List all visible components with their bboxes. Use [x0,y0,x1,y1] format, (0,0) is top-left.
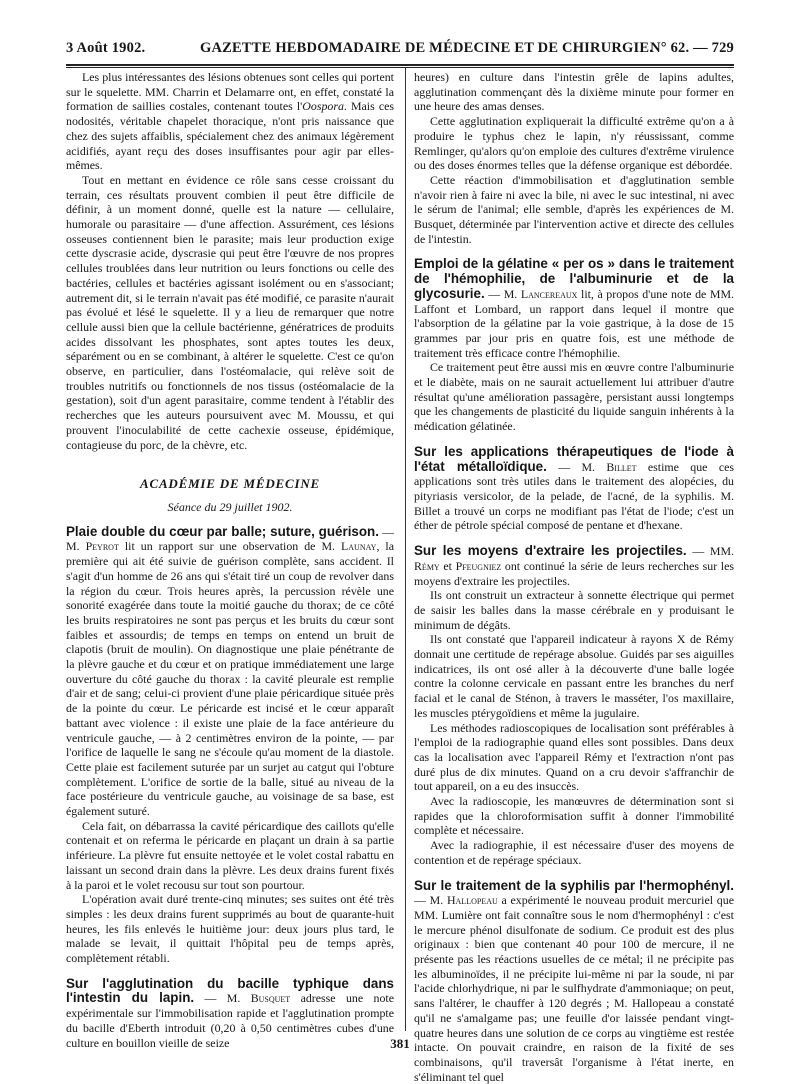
column-divider [405,67,406,1031]
author-name: Billet [606,459,637,474]
article-hermophenyl: Sur le traitement de la syphilis par l'hermophényl. — M. Hallopeau a expérimenté le nouveau produit mercuriel que MM. Lumière ont fait connaître sous le nom d'hermophényl : c'est le mercure phénol disulfonate de sodium. Ce produit est des plus originaux : bien que contenant 40 pour 100 de mercure, il ne présente pas les réactions usuelles de ce métal; il ne précipite pas les albuminoïdes, il ne précipite lui-même ni par la soude, ni par l'acide chlorhydrique, ni par le sulfhydrate d'ammoniaque; on peut, sans l'altérer, le chauffer à 120 degrés ; M. Hallopeau a constaté qu'il ne s'amalgame pas; une feuille d'or laissée pendant vingt-quatre heures dans une solution de ce corps au vingtième est restée intacte. On pouvait craindre, en raison de la fixité de ses combinaisons, qu'il traversât l'organisme à l'état inerte, en s'éliminant tel quel [414,877,734,1084]
paragraph: heures) en culture dans l'intestin grêle de lapins adultes, agglutination commençant dès la dixième minute pour former en une heure des amas denses. [414,70,734,114]
author-name: Lancereaux [520,286,578,301]
paragraph: Cette réaction d'immobilisation et d'agglutination semble n'avoir rien à faire ni avec la bile, ni avec le suc intestinal, ni avec le sérum de l'animal; elle semble, d'après les expériences de M. Busquet, déterminée par l'intervention active et directe des cellules de l'intestin. [414,172,734,246]
article-agglutination: Sur l'agglutination du bacille typhique dans l'intestin du lapin. — M. Busquet adresse une note expérimentale sur l'immobilisation rapide et l'agglutination prompte du bacille d'Eberth introduit (0,20 à 0,50 centimètres cubes d'une culture en bouillon vieille de seize [66,975,394,1050]
left-column [66,70,394,1050]
paragraph: Ce traitement peut être aussi mis en œuvre contre l'albuminurie et le diabète, mais on ne saurait actuellement lui attribuer d'autre résultat qu'une amélioration passagère, persistant aussi longtemps que les changements de plasticité du liquide sanguin inhérents à la médication gélatinée. [414,360,734,434]
article-iode: Sur les applications thérapeutiques de l'iode à l'état métalloïdique. — M. Billet estime que ces applications sont très utiles dans le traitement des alopécies, du pityriasis versicolor, de la pelade, de l'acné, de la syphilis. M. Billet a trouvé un corps ne modifiant pas l'état de l'iode; c'est un éther de pétrole spécial composé de pentane et d'hexane. [414,443,734,533]
paragraph: Les méthodes radioscopiques de localisation sont préférables à l'emploi de la radiographie quand elles sont possibles. Dans deux cas la localisation avec l'appareil Rémy et l'extraction n'ont pas duré plus de dix minutes. Quand on a cru devoir s'affranchir de tout appareil, on a eu des insuccès. [414,720,734,794]
article-gelatine: Emploi de la gélatine « per os » dans le traitement de l'hémophilie, de l'albuminurie et de la glycosurie. — M. Lancereaux lit, à propos d'une note de MM. Laffont et Lombard, un rapport dans lequel il montre que l'absorption de la gélatine par la voie gastrique, à la dose de 15 grammes par jour pris en quatre fois, est une méthode de traitement très efficace contre l'hémophilie. [414,256,734,360]
author-name: Pfeugniez [455,558,502,573]
article-projectiles: Sur les moyens d'extraire les projectiles. — MM. Rémy et Pfeugniez ont continué la série de leurs recherches sur les moyens d'extraire les projectiles. [414,543,734,588]
paragraph: Ils ont construit un extracteur à sonnette électrique qui permet de saisir les balles dans la masse cérébrale en y produisant le minimum de dégâts. [414,588,734,632]
header-date: 3 Août 1902. [66,40,146,56]
paragraph: Cette agglutination expliquerait la difficulté extrême qu'on a à produire le typhus chez le lapin, n'y réussissant, comme Remlinger, qu'alors qu'on emploie des cultures d'extrême virulence ou des doses énormes telles que la défense organique est débordée. [414,114,734,173]
author-name: Launay [341,539,377,554]
article-heading: Sur les moyens d'extraire les projectiles. [414,543,687,559]
author-name: Peyrot [85,539,119,554]
article-heading: Plaie double du cœur par balle; suture, guérison. [66,523,379,539]
author-name: Rémy [414,558,440,573]
paragraph: Cela fait, on débarrassa la cavité péricardique des caillots qu'elle contenait et on referma le péricarde en plaçant un drain à sa partie inférieure. La plèvre fut ensuite nettoyée et le volet costal rabattu en laissant un second drain dans la plèvre. Les deux drains furent fixés à la paroi et le volet recousu sur tout son pourtour. [66,818,394,892]
session-date: Séance du 29 juillet 1902. [167,499,293,514]
paragraph: Avec la radiographie, il est nécessaire d'user des moyens de contention et de repérage spéciaux. [414,838,734,867]
page-number: 381 [390,1036,410,1051]
paragraph: Avec la radioscopie, les manœuvres de détermination sont si rapides que la chloroformisation suffit à donner l'immobilité complète et nécessaire. [414,794,734,838]
header-rule-thin [66,67,734,68]
header-rule-thick [66,64,734,66]
journal-title: GAZETTE HEBDOMADAIRE DE MÉDECINE ET DE CHIRURGIE. [200,40,654,56]
section-title: ACADÉMIE DE MÉDECINE [140,476,320,492]
article-heading: Emploi de la gélatine « per os » dans le traitement de l'hémophilie, de l'albuminurie et de la glycosurie. [414,256,734,301]
article-plaie-coeur: Plaie double du cœur par balle; suture, guérison. — M. Peyrot lit un rapport sur une observation de M. Launay, la première qui ait été suivie de guérison complète, sans accident. Il s'agit d'un homme de 26 ans qui s'était tiré un coup de revolver dans la région du cœur. Trois heures après, la percussion révèle une sonorité exagérée dans toute la moitié gauche du thorax; de ce côté les bruits respiratoires ne sont pas perçus et les bruits du cœur sont faibles et assourdis; de temps en temps on entend un bruit de clapotis (bruit de moulin). On diagnostique une plaie pénétrante de la plèvre gauche et du cœur et on pratique immédiatement une large ouverture du côté gauche du thorax : la cavité pleurale est remplie d'air et de sang; celui-ci provient d'une plaie péricardique située près de la pointe du cœur. Le péricarde est incisé et le cœur apparaît battant avec violence : il existe une plaie de la face antérieure du ventricule gauche, — à 2 centimètres environ de la pointe, — par l'orifice de laquelle le sang ne s'écoule qu'au moment de la diastole. Cette plaie est facilement suturée par un surjet au catgut qui l'obture complètement. L'orifice de sortie de la balle, situé au niveau de la face postérieure du ventricule gauche, au voisinage de sa base, est également suturé. [66,523,394,819]
article-heading: Sur les applications thérapeutiques de l'iode à l'état métalloïdique. [414,443,734,474]
article-heading: Sur le traitement de la syphilis par l'hermophényl. [414,877,734,893]
paragraph: Tout en mettant en évidence ce rôle sans cesse croissant du terrain, ces résultats prouvent combien il peut être difficile de définir, à un moment donné, quelle est la nature — cellulaire, humorale ou parasitaire — d'une affection. Assurément, ces lésions osseuses contiennent bien le parasite; mais leur production exige cette dyscrasie acide, dyscrasie qui peut être l'œuvre de nos propres cellules troublées dans leur nutrition ou leurs fonctions ou celle des bactéries, cellules et bactéries agissant isolément ou en s'associant; autrement dit, si le terrain n'avait pas été modifié, ce parasite n'aurait pas évolué et lésé le squelette. Il y a lieu de remarquer que notre cellule aussi bien que la cellule bactérienne, génératrices de produits acides dissolvant les phosphates, sont aptes toutes les deux, séparément ou en se combinant, à altérer le squelette. C'est ce qu'on observe, en particulier, dans l'ostéomalacie, qui relève soit de troubles nutritifs ou fonctionnels de nos tissus (ostéomalacie de la gestation), soit d'un agent parasitaire, comme tendent à l'établir des recherches que les auteurs poursuivent avec M. Moussu, et qui prouvent l'inoculabilité de cette cachexie osseuse, épidémique, contagieuse du porc, de la chèvre, etc. [66,172,394,452]
running-header [66,40,734,62]
paragraph: L'opération avait duré trente-cinq minutes; ses suites ont été très simples : les deux drains furent supprimés au bout de quarante-huit heures, les fils enlevés le huitième jour: deux jours plus tard, le malade se levait, il quittait l'hôpital peu de temps après, complètement rétabli. [66,892,394,966]
author-name: Busquet [250,991,291,1006]
author-name: Hallopeau [446,893,498,908]
right-column [414,70,734,1084]
article-heading: Sur l'agglutination du bacille typhique dans l'intestin du lapin. [66,975,394,1006]
paragraph: Ils ont constaté que l'appareil indicateur à rayons X de Rémy donnait une certitude de repérage absolue. Guidés par ses aiguilles indicatrices, ils ont osé aller à la découverte d'une balle logée contre la colonne cervicale en passant entre les branches du nerf facial et le canal de Sténon, à travers le masséter, l'os maxillaire, les muscles ptérygoïdiens et même la jugulaire. [414,632,734,720]
issue-page-number: N° 62. — 729 [650,40,734,56]
paragraph: Les plus intéressantes des lésions obtenues sont celles qui portent sur le squelette. MM. Charrin et Delamarre ont, en effet, constaté la formation de saillies costales, contenant toutes l'Oospora. Mais ces nodosités, véritable chapelet thoracique, n'ont pris naissance que chez des sujets affaiblis, spécialement chez des animaux légèrement acidifiés, ayant reçu des doses insuffisantes pour agir par elles-mêmes. [66,70,394,173]
